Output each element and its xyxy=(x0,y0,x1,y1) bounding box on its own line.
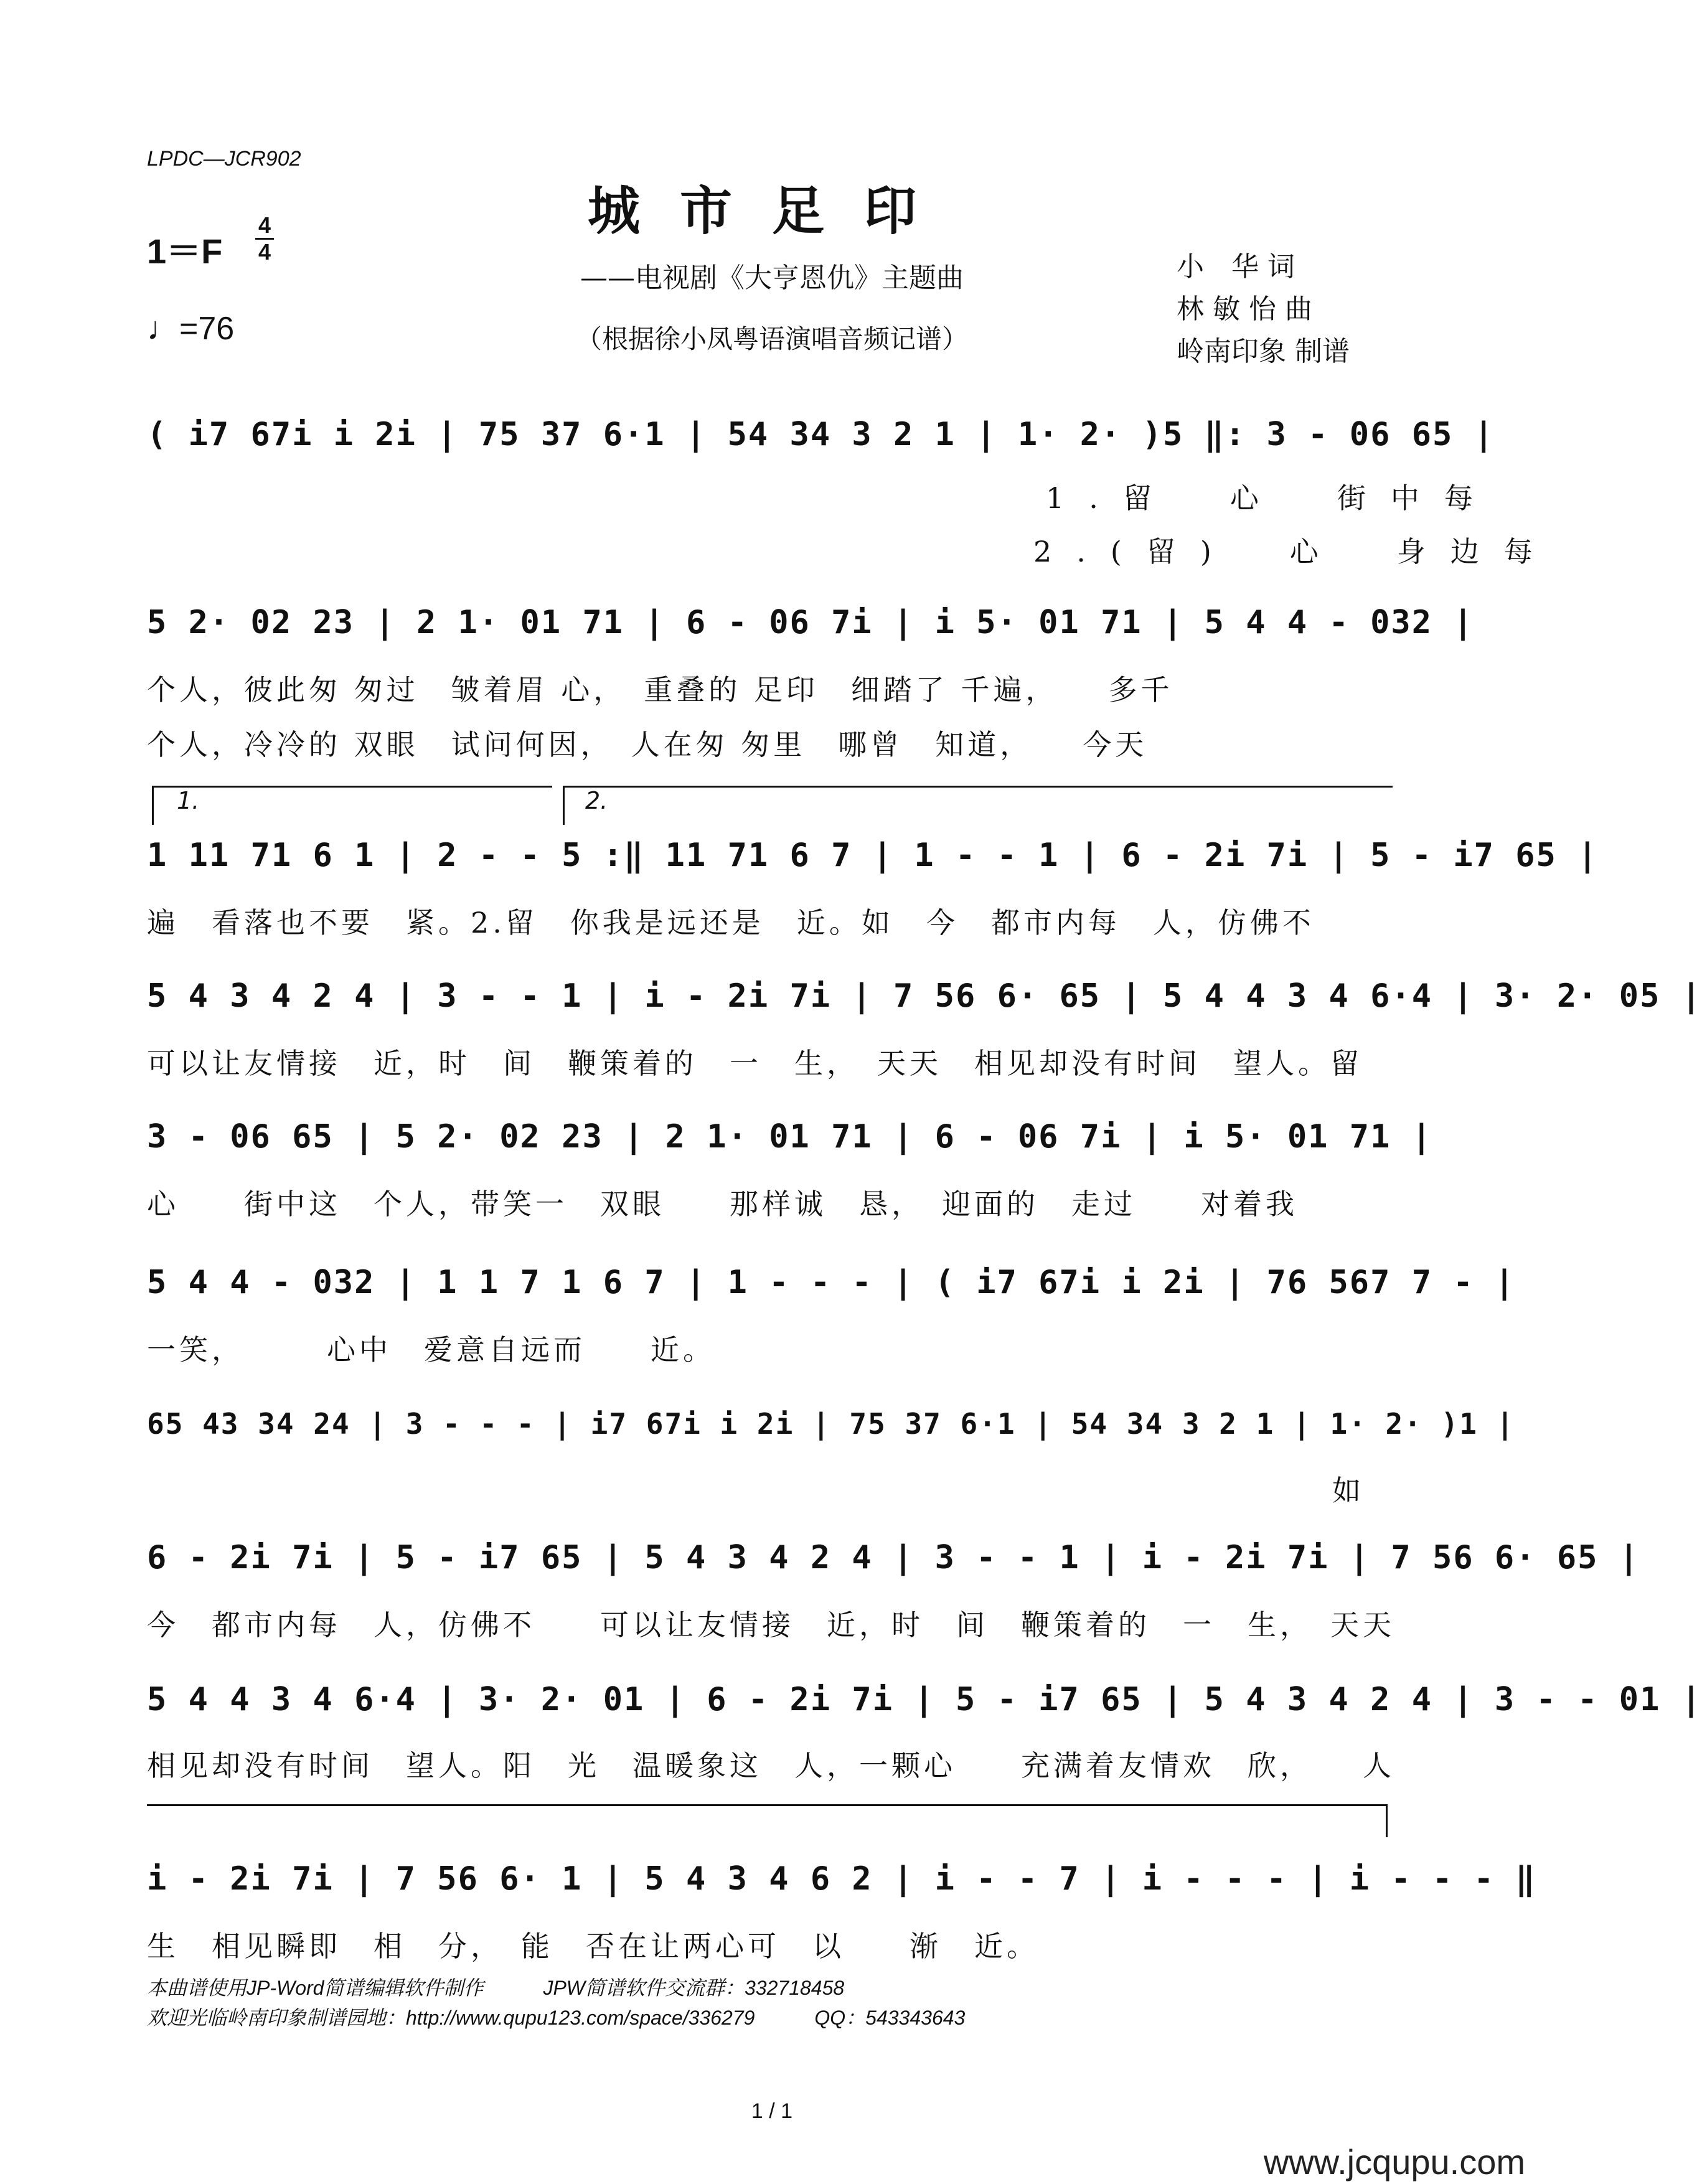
lyric-line-4: 可以让友情接 近，时 间 鞭策着的 一 生， 天天 相见却没有时间 望人。留 xyxy=(147,1047,1363,1080)
lyric-line-3: 遍 看落也不要 紧。2.留 你我是远还是 近。如 今 都市内每 人，仿佛不 xyxy=(147,906,1315,939)
notation-line-4: 5 4 3 4 2 4 | 3 - - 1 | i - 2i 7i | 7 56 6· 65 | 5 4 4 3 4 6·4 | 3· 2· 05 | xyxy=(147,977,1702,1015)
score-code: LPDC—JCR902 xyxy=(147,147,301,171)
notation-line-1: ( i7 67i i 2i | 75 37 6·1 | 54 34 3 2 1 | 1· 2· )5 ‖: 3 - 06 65 | xyxy=(147,416,1495,453)
source-note: （根据徐小凤粤语演唱音频记谱） xyxy=(575,324,968,354)
notation-line-2: 5 2· 02 23 | 2 1· 01 71 | 6 - 06 7i | i 5· 01 71 | 5 4 4 - 032 | xyxy=(147,604,1474,641)
footer-website-note: 欢迎光临岭南印象制谱园地：http://www.qupu123.com/space/336279 QQ：543343643 xyxy=(147,2007,966,2029)
notation-line-9: 5 4 4 3 4 6·4 | 3· 2· 01 | 6 - 2i 7i | 5 - i7 65 | 5 4 3 4 2 4 | 3 - - 01 | xyxy=(147,1681,1702,1718)
lyric-line-7: 如 xyxy=(1332,1474,1386,1507)
lyric-line-8: 今 都市内每 人，仿佛不 可以让友情接 近，时 间 鞭策着的 一 生， 天天 xyxy=(147,1608,1395,1642)
lyric-verse1-intro: 1.留 心 街中每 xyxy=(1046,481,1498,515)
site-watermark: www.jcqupu.com xyxy=(1263,2142,1525,2182)
notation-line-10: i - 2i 7i | 7 56 6· 1 | 5 4 3 4 6 2 | i - - 7 | i - - - | i - - - ‖ xyxy=(147,1860,1536,1898)
lyric-line-10: 生 相见瞬即 相 分， 能 否在让两心可 以 渐 近。 xyxy=(147,1929,1039,1963)
lyric-line-5: 心 街中这 个人，带笑一 双眼 那样诚 恳， 迎面的 走过 对着我 xyxy=(147,1187,1298,1221)
footer-software-note: 本曲谱使用JP-Word简谱编辑软件制作 JPW简谱软件交流群：332718458 xyxy=(147,1977,845,1999)
composer-credit: 林 敏 怡 曲 xyxy=(1177,293,1312,325)
tempo-marking: ♩=76 xyxy=(147,311,235,347)
lyric-line-6: 一笑， 心中 爱意自远而 近。 xyxy=(147,1333,715,1367)
notation-line-5: 3 - 06 65 | 5 2· 02 23 | 2 1· 01 71 | 6 - 06 7i | i 5· 01 71 | xyxy=(147,1118,1433,1156)
song-title: 城市足印 xyxy=(587,180,956,242)
song-subtitle: ——电视剧《大亨恩仇》主题曲 xyxy=(580,262,964,294)
arranger-credit: 岭南印象 制谱 xyxy=(1177,336,1350,367)
time-signature xyxy=(255,214,274,263)
volta-number-1: 1. xyxy=(177,787,200,814)
notation-line-3: 1 11 71 6 1 | 2 - - 5 :‖ 11 71 6 7 | 1 - - 1 | 6 - 2i 7i | 5 - i7 65 | xyxy=(147,837,1599,874)
lyricist-credit: 小 华 词 xyxy=(1177,251,1295,283)
ending-bracket xyxy=(147,1804,1388,1837)
meter-bottom: 4 xyxy=(258,239,271,265)
volta-bracket-2 xyxy=(563,786,1393,825)
meter-top: 4 xyxy=(258,212,271,238)
notation-line-8: 6 - 2i 7i | 5 - i7 65 | 5 4 3 4 2 4 | 3 - - 1 | i - 2i 7i | 7 56 6· 65 | xyxy=(147,1539,1640,1576)
notation-line-7: 65 43 34 24 | 3 - - - | i7 67i i 2i | 75 37 6·1 | 54 34 3 2 1 | 1· 2· )1 | xyxy=(147,1407,1515,1441)
key-signature: 1＝F xyxy=(147,232,223,271)
lyric-verse2-intro: 2.(留) 心 身边每 xyxy=(1033,535,1558,568)
lyric-line-2b: 个人，冷冷的 双眼 试问何因， 人在匆 匆里 哪曾 知道， 今天 xyxy=(147,728,1148,761)
volta-bracket-1 xyxy=(152,786,552,825)
lyric-line-9: 相见却没有时间 望人。阳 光 温暖象这 人，一颗心 充满着友情欢 欣， 人 xyxy=(147,1749,1395,1782)
notation-line-6: 5 4 4 - 032 | 1 1 7 1 6 7 | 1 - - - | ( i7 67i i 2i | 76 567 7 - | xyxy=(147,1264,1516,1301)
volta-number-2: 2. xyxy=(585,787,608,814)
lyric-line-2a: 个人，彼此匆 匆过 皱着眉 心， 重叠的 足印 细踏了 千遍， 多千 xyxy=(147,673,1173,707)
page-number: 1 / 1 xyxy=(751,2099,793,2123)
